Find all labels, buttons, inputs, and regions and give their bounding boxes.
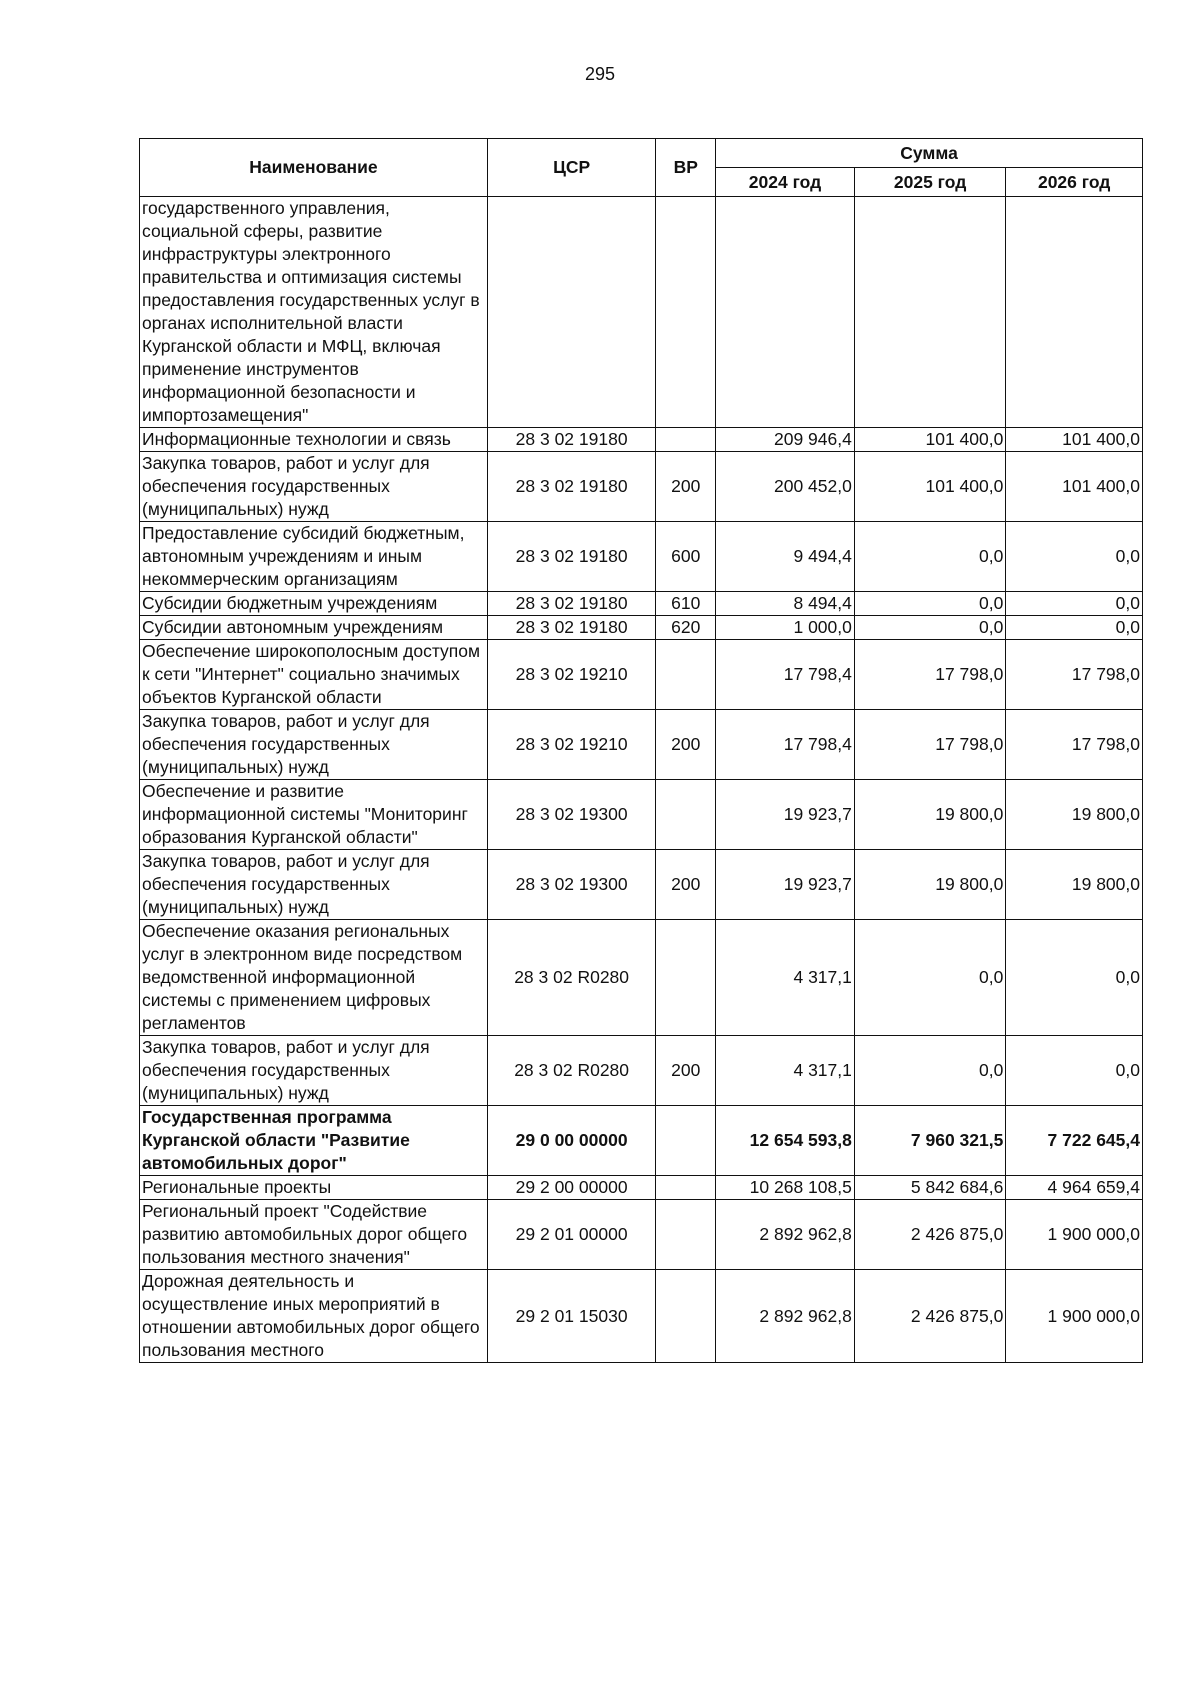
row-name-cell: Обеспечение оказания региональных услуг в электронном виде посредством ведомственной информационной системы с применением цифровых регламентов — [140, 920, 488, 1036]
table-body — [140, 197, 1143, 1363]
row-vr-cell — [656, 780, 716, 850]
header-year-2024: 2024 год — [716, 168, 855, 197]
row-2025-cell: 0,0 — [854, 522, 1006, 592]
row-csr-cell: 28 3 02 19180 — [487, 616, 656, 640]
row-vr-cell: 200 — [656, 452, 716, 522]
row-2026-cell: 1 900 000,0 — [1006, 1200, 1143, 1270]
row-2026-cell: 19 800,0 — [1006, 850, 1143, 920]
row-2025-cell: 101 400,0 — [854, 452, 1006, 522]
row-name-cell: Обеспечение и развитие информационной системы "Мониторинг образования Курганской области" — [140, 780, 488, 850]
row-vr-cell: 600 — [656, 522, 716, 592]
header-year-2026: 2026 год — [1006, 168, 1143, 197]
table-row — [140, 1036, 1143, 1106]
row-name-cell: Государственная программа Курганской области "Развитие автомобильных дорог" — [140, 1106, 488, 1176]
row-2026-cell: 0,0 — [1006, 592, 1143, 616]
row-name-cell: Закупка товаров, работ и услуг для обеспечения государственных (муниципальных) нужд — [140, 710, 488, 780]
table-row — [140, 850, 1143, 920]
row-2024-cell: 2 892 962,8 — [716, 1200, 855, 1270]
row-2024-cell: 209 946,4 — [716, 428, 855, 452]
row-csr-cell: 28 3 02 19180 — [487, 452, 656, 522]
row-2026-cell: 101 400,0 — [1006, 452, 1143, 522]
row-csr-cell — [487, 197, 656, 428]
row-2026-cell: 101 400,0 — [1006, 428, 1143, 452]
table-row — [140, 710, 1143, 780]
row-vr-cell: 610 — [656, 592, 716, 616]
row-2026-cell: 0,0 — [1006, 522, 1143, 592]
row-2025-cell: 0,0 — [854, 616, 1006, 640]
row-vr-cell — [656, 640, 716, 710]
table-row — [140, 640, 1143, 710]
row-vr-cell — [656, 920, 716, 1036]
row-2025-cell: 17 798,0 — [854, 710, 1006, 780]
row-2026-cell: 0,0 — [1006, 1036, 1143, 1106]
row-2025-cell: 17 798,0 — [854, 640, 1006, 710]
header-vr: ВР — [656, 139, 716, 197]
row-2026-cell — [1006, 197, 1143, 428]
row-csr-cell: 29 2 01 00000 — [487, 1200, 656, 1270]
table-row — [140, 616, 1143, 640]
row-name-cell: Дорожная деятельность и осуществление иных мероприятий в отношении автомобильных дорог общего пользования местного — [140, 1270, 488, 1363]
row-name-cell: Субсидии бюджетным учреждениям — [140, 592, 488, 616]
table-row — [140, 197, 1143, 428]
row-name-cell: Информационные технологии и связь — [140, 428, 488, 452]
table-row — [140, 428, 1143, 452]
row-csr-cell: 28 3 02 19300 — [487, 850, 656, 920]
header-name: Наименование — [140, 139, 488, 197]
row-2024-cell: 9 494,4 — [716, 522, 855, 592]
table-row — [140, 920, 1143, 1036]
row-vr-cell: 620 — [656, 616, 716, 640]
row-csr-cell: 28 3 02 19210 — [487, 640, 656, 710]
row-name-cell: Закупка товаров, работ и услуг для обеспечения государственных (муниципальных) нужд — [140, 452, 488, 522]
row-2025-cell: 7 960 321,5 — [854, 1106, 1006, 1176]
row-2025-cell: 5 842 684,6 — [854, 1176, 1006, 1200]
row-2026-cell: 0,0 — [1006, 616, 1143, 640]
row-csr-cell: 28 3 02 19210 — [487, 710, 656, 780]
row-2024-cell: 8 494,4 — [716, 592, 855, 616]
table-row — [140, 1106, 1143, 1176]
row-vr-cell: 200 — [656, 710, 716, 780]
row-vr-cell — [656, 197, 716, 428]
row-vr-cell: 200 — [656, 1036, 716, 1106]
row-vr-cell — [656, 1106, 716, 1176]
row-2025-cell: 19 800,0 — [854, 850, 1006, 920]
row-2025-cell: 2 426 875,0 — [854, 1270, 1006, 1363]
row-2025-cell: 0,0 — [854, 920, 1006, 1036]
row-2025-cell: 2 426 875,0 — [854, 1200, 1006, 1270]
table-row — [140, 452, 1143, 522]
row-name-cell: Обеспечение широкополосным доступом к сети "Интернет" социально значимых объектов Курганской области — [140, 640, 488, 710]
row-name-cell: Закупка товаров, работ и услуг для обеспечения государственных (муниципальных) нужд — [140, 1036, 488, 1106]
row-2026-cell: 7 722 645,4 — [1006, 1106, 1143, 1176]
header-year-2025: 2025 год — [854, 168, 1006, 197]
header-sum: Сумма — [716, 139, 1143, 168]
row-name-cell: Региональные проекты — [140, 1176, 488, 1200]
row-2024-cell: 12 654 593,8 — [716, 1106, 855, 1176]
row-2025-cell: 101 400,0 — [854, 428, 1006, 452]
table-row — [140, 592, 1143, 616]
table-row — [140, 780, 1143, 850]
row-2024-cell — [716, 197, 855, 428]
row-name-cell: Региональный проект "Содействие развитию автомобильных дорог общего пользования местного значения" — [140, 1200, 488, 1270]
row-2024-cell: 1 000,0 — [716, 616, 855, 640]
row-2024-cell: 17 798,4 — [716, 710, 855, 780]
row-2025-cell — [854, 197, 1006, 428]
row-name-cell: Предоставление субсидий бюджетным, автономным учреждениям и иным некоммерческим организациям — [140, 522, 488, 592]
row-2024-cell: 4 317,1 — [716, 1036, 855, 1106]
table-row — [140, 522, 1143, 592]
row-2024-cell: 4 317,1 — [716, 920, 855, 1036]
row-csr-cell: 29 2 01 15030 — [487, 1270, 656, 1363]
table-row — [140, 1176, 1143, 1200]
row-name-cell: государственного управления, социальной сферы, развитие инфраструктуры электронного правительства и оптимизация системы предоставления государственных услуг в органах исполнительной власти Курганской области и МФЦ, включая применение инструментов информационной безопасности и импортозамещения" — [140, 197, 488, 428]
row-2024-cell: 2 892 962,8 — [716, 1270, 855, 1363]
row-vr-cell — [656, 1200, 716, 1270]
row-2024-cell: 10 268 108,5 — [716, 1176, 855, 1200]
row-vr-cell — [656, 428, 716, 452]
row-2024-cell: 17 798,4 — [716, 640, 855, 710]
table-row — [140, 1200, 1143, 1270]
row-csr-cell: 28 3 02 R0280 — [487, 920, 656, 1036]
row-2026-cell: 17 798,0 — [1006, 640, 1143, 710]
row-2025-cell: 0,0 — [854, 1036, 1006, 1106]
row-csr-cell: 28 3 02 19180 — [487, 592, 656, 616]
row-2024-cell: 200 452,0 — [716, 452, 855, 522]
header-csr: ЦСР — [487, 139, 656, 197]
row-csr-cell: 29 0 00 00000 — [487, 1106, 656, 1176]
row-2024-cell: 19 923,7 — [716, 780, 855, 850]
row-2026-cell: 1 900 000,0 — [1006, 1270, 1143, 1363]
row-vr-cell — [656, 1176, 716, 1200]
row-csr-cell: 29 2 00 00000 — [487, 1176, 656, 1200]
row-2026-cell: 19 800,0 — [1006, 780, 1143, 850]
row-2024-cell: 19 923,7 — [716, 850, 855, 920]
table-row — [140, 1270, 1143, 1363]
row-2025-cell: 19 800,0 — [854, 780, 1006, 850]
row-name-cell: Закупка товаров, работ и услуг для обеспечения государственных (муниципальных) нужд — [140, 850, 488, 920]
row-csr-cell: 28 3 02 19180 — [487, 522, 656, 592]
row-csr-cell: 28 3 02 19180 — [487, 428, 656, 452]
row-vr-cell: 200 — [656, 850, 716, 920]
budget-table — [139, 138, 1143, 1363]
row-name-cell: Субсидии автономным учреждениям — [140, 616, 488, 640]
row-2026-cell: 17 798,0 — [1006, 710, 1143, 780]
page-number: 295 — [584, 64, 616, 84]
row-vr-cell — [656, 1270, 716, 1363]
row-2026-cell: 0,0 — [1006, 920, 1143, 1036]
row-2026-cell: 4 964 659,4 — [1006, 1176, 1143, 1200]
row-2025-cell: 0,0 — [854, 592, 1006, 616]
row-csr-cell: 28 3 02 19300 — [487, 780, 656, 850]
row-csr-cell: 28 3 02 R0280 — [487, 1036, 656, 1106]
